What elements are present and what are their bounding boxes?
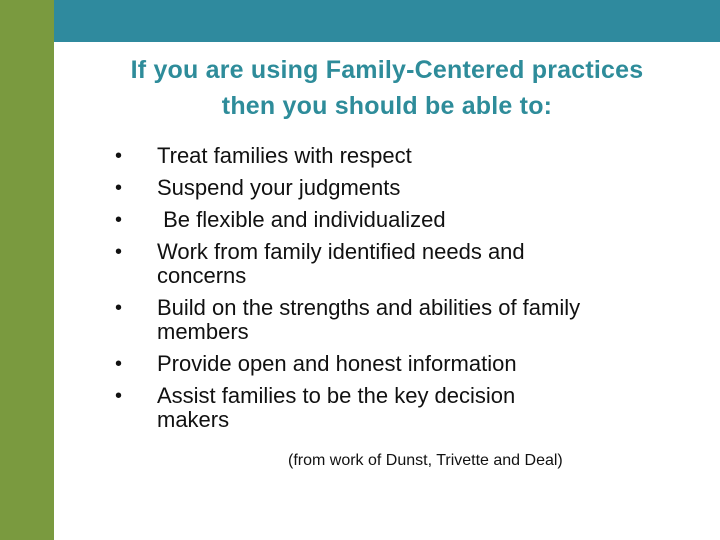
list-item <box>110 144 590 168</box>
bullet-text: Assist families to be the key decision makers <box>157 383 516 432</box>
bullet-list <box>110 144 590 440</box>
slide-title <box>54 52 720 124</box>
bullet-text: Build on the strengths and abilities of family members <box>157 295 581 344</box>
bullet-icon: • <box>115 353 123 375</box>
title-line-1: If you are using Family-Centered practices <box>130 56 644 84</box>
bullet-text: Provide open and honest information <box>157 351 517 376</box>
bullet-icon: • <box>115 209 123 231</box>
list-item <box>110 352 590 376</box>
bullet-icon: • <box>115 145 123 167</box>
top-header-band <box>54 0 720 42</box>
bullet-icon: • <box>115 297 123 319</box>
bullet-text: Work from family identified needs and concerns <box>157 239 525 288</box>
bullet-icon: • <box>115 385 123 407</box>
list-item <box>110 384 590 432</box>
citation-text: (from work of Dunst, Trivette and Deal) <box>288 452 563 469</box>
bullet-text: Suspend your judgments <box>157 175 401 200</box>
bullet-icon: • <box>115 177 123 199</box>
list-item <box>110 208 590 232</box>
title-line-2: then you should be able to: <box>221 92 553 120</box>
bullet-text: Treat families with respect <box>157 143 412 168</box>
bullet-icon: • <box>115 241 123 263</box>
bullet-text: Be flexible and individualized <box>157 207 446 232</box>
list-item <box>110 176 590 200</box>
list-item <box>110 240 590 288</box>
left-accent-bar <box>0 0 54 540</box>
list-item <box>110 296 590 344</box>
